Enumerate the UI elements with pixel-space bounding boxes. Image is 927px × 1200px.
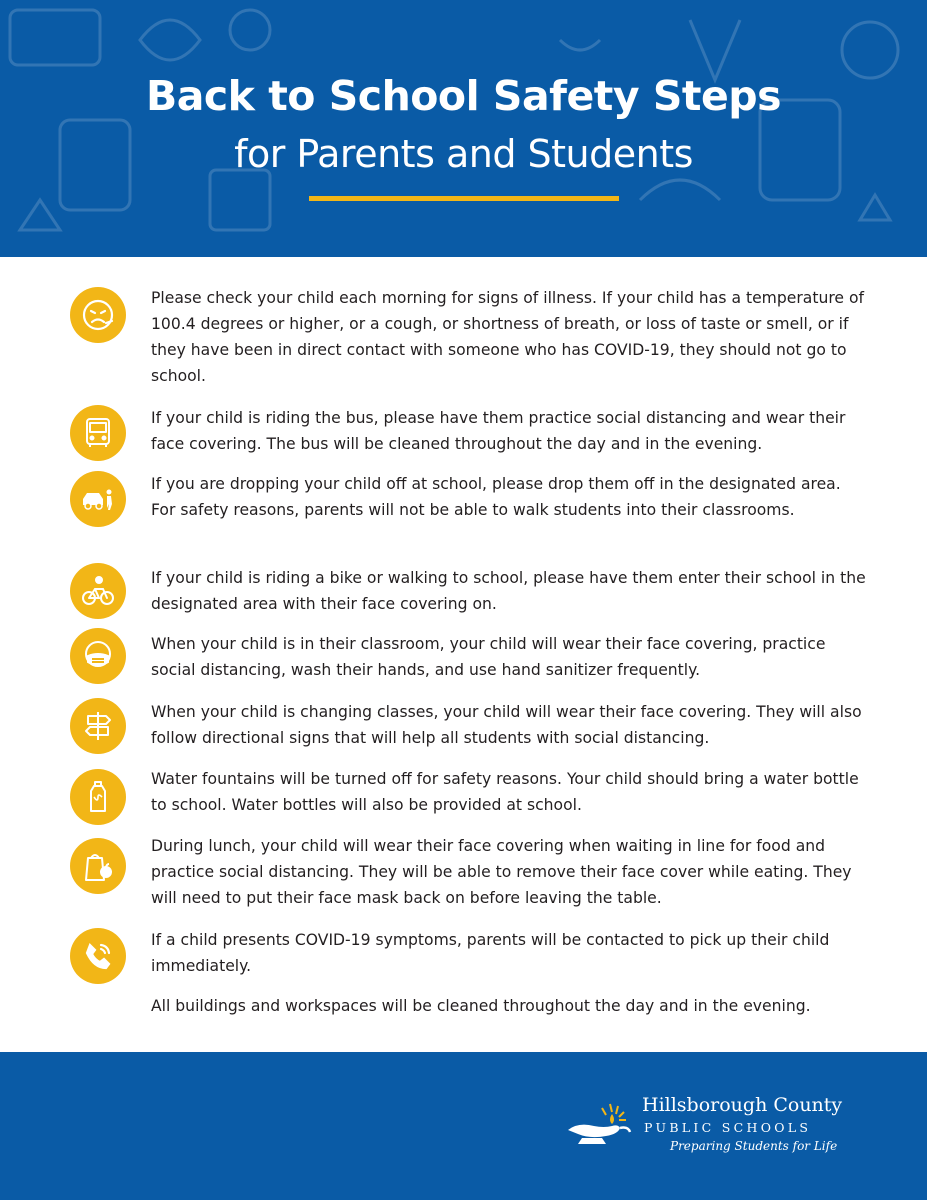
step-text: During lunch, your child will wear their face covering when waiting in line for food and practice social distancing. They will be able to remove their face cover while eating. They will need to put their face mask back on before leaving the table. [151,837,852,907]
bicycle-icon [70,563,126,619]
step-text: If you are dropping your child off at school, please drop them off in the designated area. For safety reasons, parents will not be able to walk students into their classrooms. [151,475,841,519]
step-text: If a child presents COVID-19 symptoms, parents will be contacted to pick up their child immediately. [151,931,830,975]
school-bus-icon [70,405,126,461]
car-drop-off-icon [70,471,126,527]
lunch-bag-icon [70,838,126,894]
step-text: Water fountains will be turned off for safety reasons. Your child should bring a water bottle to school. Water bottles will also be provided at school. [151,770,859,814]
page-title: Back to School Safety Steps [145,72,782,120]
logo-subtitle: PUBLIC SCHOOLS [644,1120,812,1135]
step-text: Please check your child each morning for signs of illness. If your child has a temperature of 100.4 degrees or higher, or a cough, or shortness of breath, or loss of taste or smell, or if they have been in direct contact with someone who has COVID-19, they should not go to school. [151,289,864,385]
logo-name: Hillsborough County [642,1094,843,1116]
sick-face-icon [70,287,126,343]
direction-sign-icon [70,698,126,754]
water-bottle-icon [70,769,126,825]
lamp-of-knowledge-icon [562,1100,646,1152]
district-logo [562,1090,862,1170]
step-text: When your child is changing classes, your child will wear their face covering. They will also follow directional signs that will help all students with social distancing. [151,703,862,747]
title-underline [309,196,619,201]
school-doodle-pattern [0,0,927,257]
phone-call-icon [70,928,126,984]
footer-banner [0,1052,927,1200]
step-text: When your child is in their classroom, your child will wear their face covering, practice social distancing, wash their hands, and use hand sanitizer frequently. [151,635,826,679]
page-subtitle: for Parents and Students [234,132,693,176]
step-text: If your child is riding a bike or walking to school, please have them enter their school in the designated area with their face covering on. [151,569,866,613]
logo-tagline: Preparing Students for Life [670,1139,838,1153]
step-text: All buildings and workspaces will be cleaned throughout the day and in the evening. [151,997,811,1015]
header-banner [0,0,927,257]
step-text: If your child is riding the bus, please have them practice social distancing and wear their face covering. The bus will be cleaned throughout the day and in the evening. [151,409,846,453]
face-mask-icon [70,628,126,684]
